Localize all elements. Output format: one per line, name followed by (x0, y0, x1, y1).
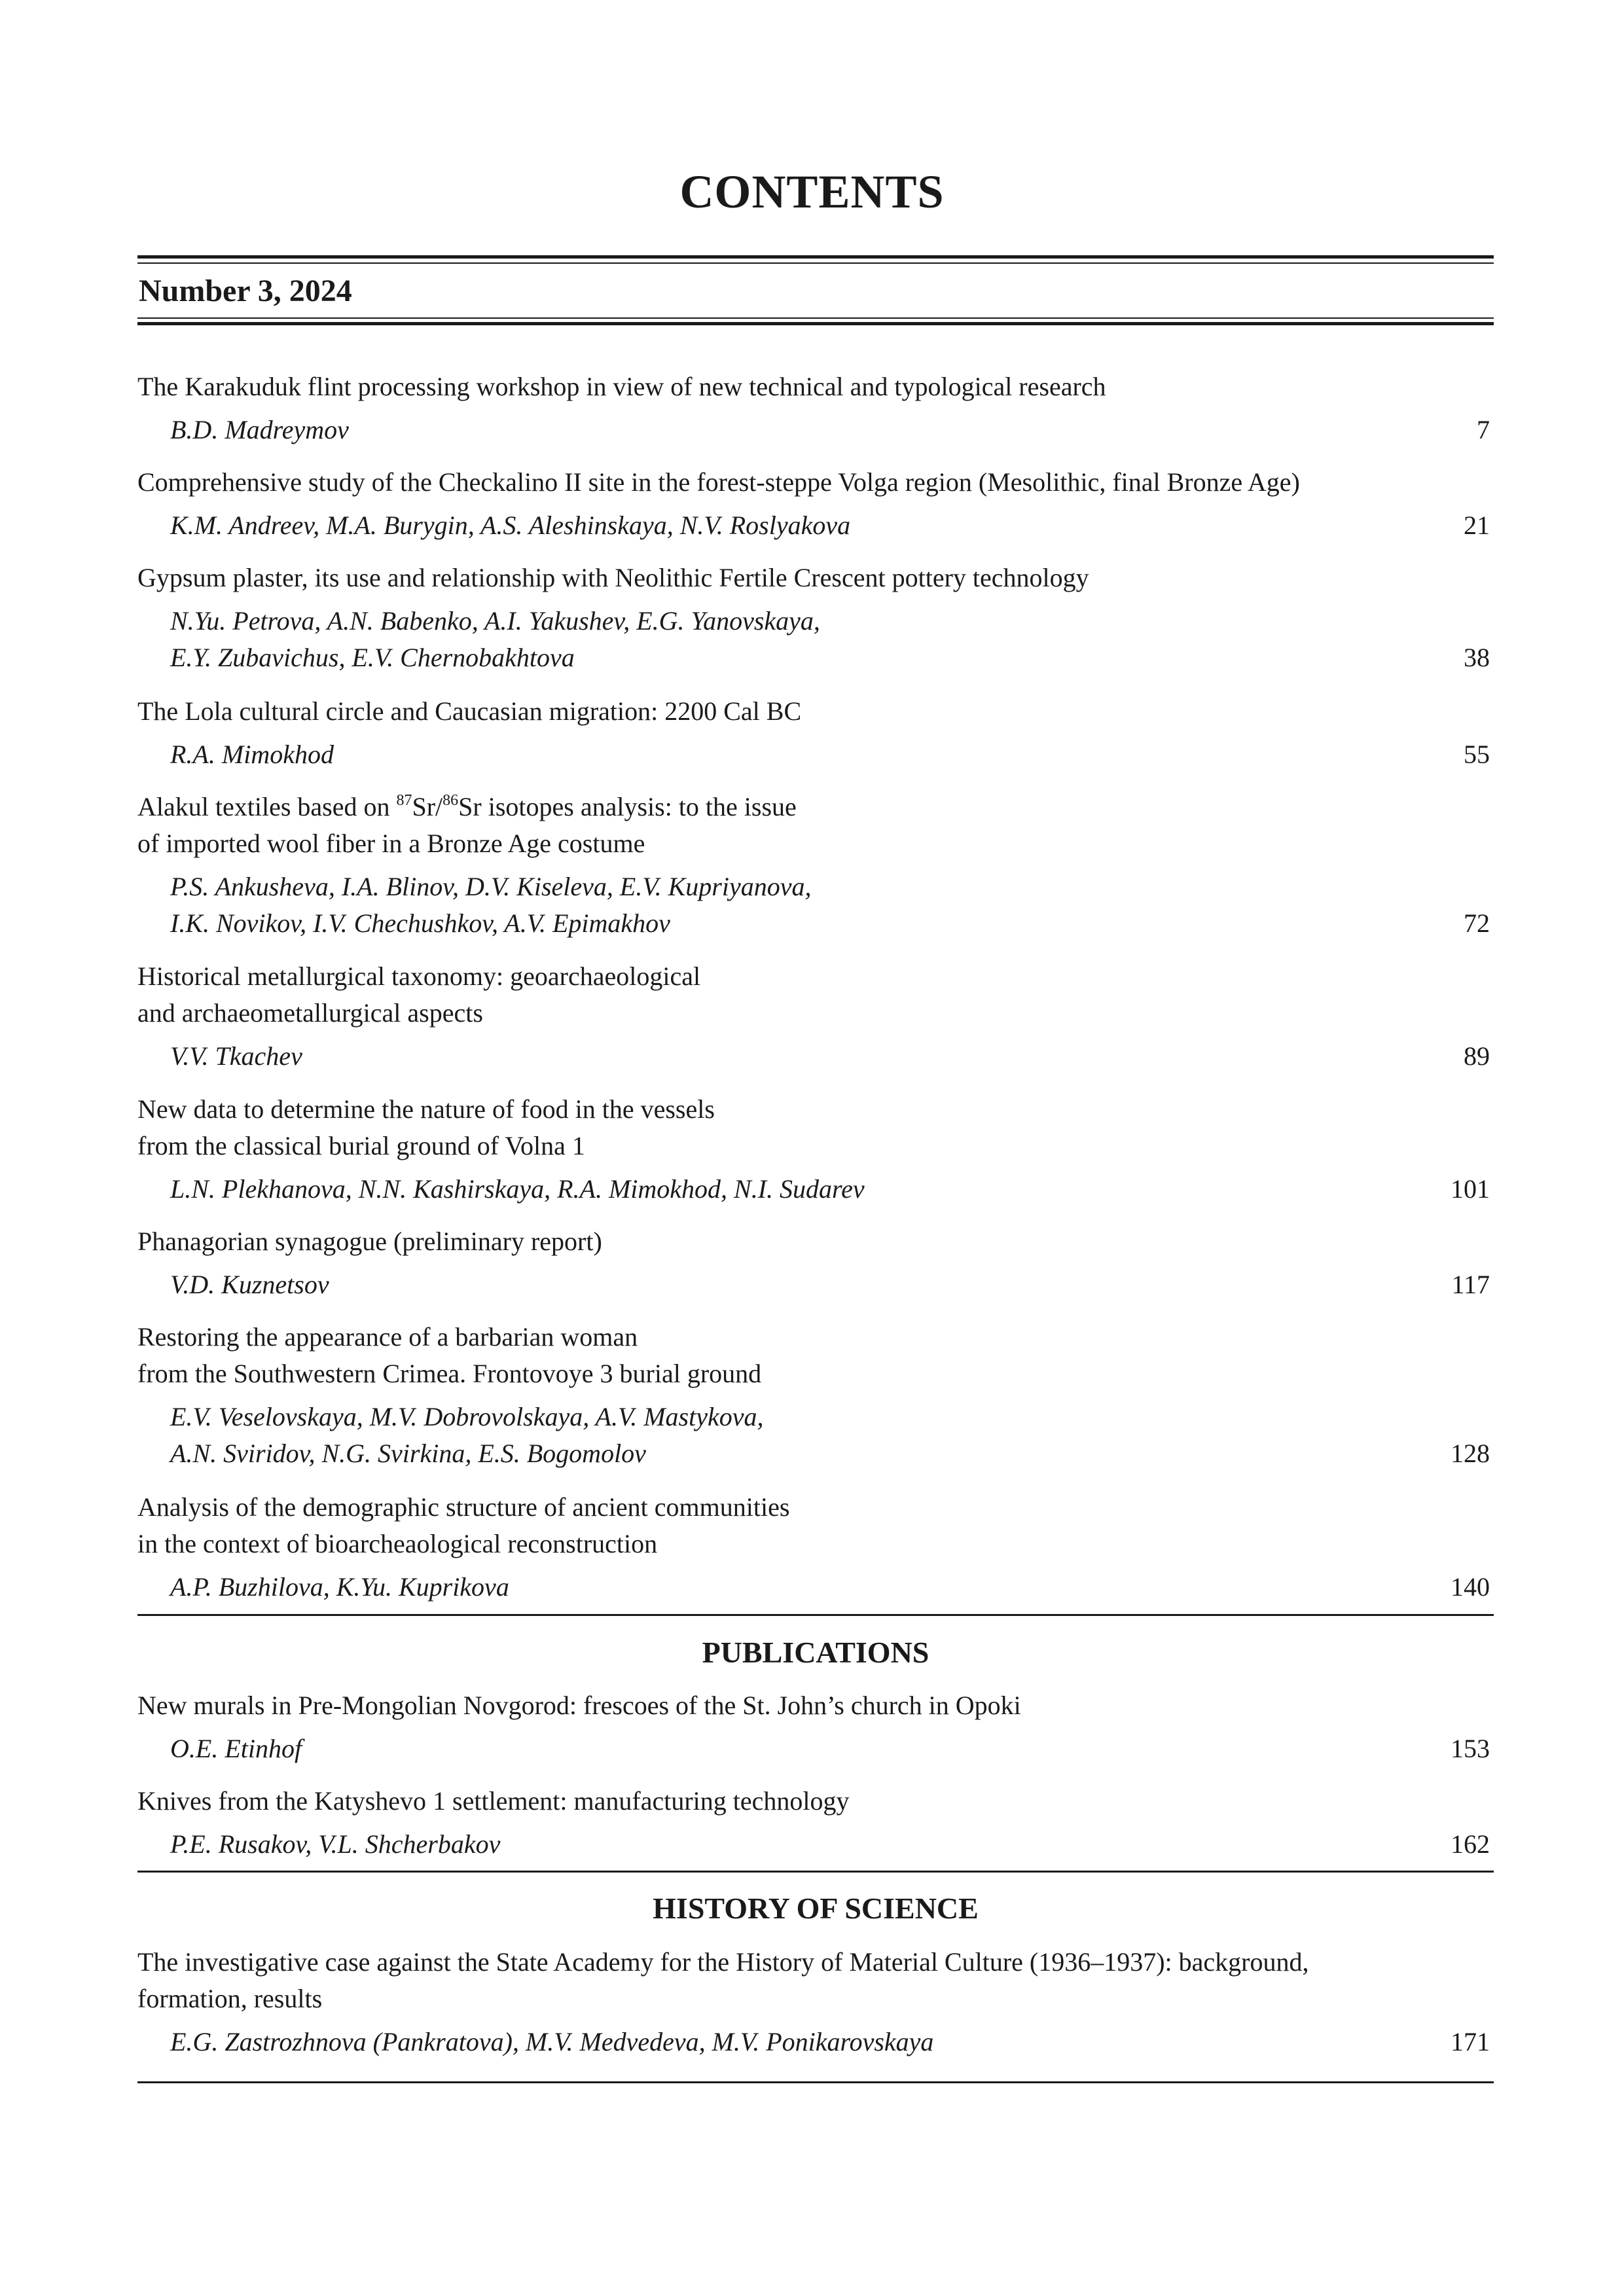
section-divider (137, 2081, 1494, 2083)
page-number: 7 (1477, 415, 1490, 444)
section-divider (137, 1614, 1494, 1616)
header-rule-bottom-thick (137, 322, 1494, 325)
header-rule-bottom-thin (137, 317, 1494, 319)
article-authors: N.Yu. Petrova, A.N. Babenko, A.I. Yakushev, E.G. Yanovskaya, E.Y. Zubavichus, E.V. Chernobakhtova (170, 606, 820, 672)
article-authors: E.G. Zastrozhnova (Pankratova), M.V. Medvedeva, M.V. Ponikarovskaya (170, 2027, 934, 2056)
article-authors: A.P. Buzhilova, K.Yu. Kuprikova (170, 1572, 509, 1602)
article-title[interactable]: Analysis of the demographic structure of ancient communities in the context of bioarcheaological reconstruction (137, 1492, 790, 1558)
section-heading-publications: PUBLICATIONS (702, 1636, 929, 1669)
article-title[interactable]: Restoring the appearance of a barbarian woman from the Southwestern Crimea. Frontovoye 3 burial ground (137, 1322, 762, 1388)
article-authors: O.E. Etinhof (170, 1734, 302, 1763)
article-title[interactable]: New data to determine the nature of food in the vessels from the classical burial ground of Volna 1 (137, 1094, 715, 1160)
page-number: 140 (1451, 1572, 1490, 1602)
header-rule-top-thin (137, 262, 1494, 264)
article-authors: P.E. Rusakov, V.L. Shcherbakov (170, 1829, 501, 1859)
toc-entry (137, 1687, 1494, 1767)
toc-entry (137, 1223, 1494, 1303)
article-title[interactable]: The investigative case against the State Academy for the History of Material Culture (1936–1937): background, formation, results (137, 1947, 1309, 2013)
page-title: CONTENTS (679, 166, 945, 218)
article-title[interactable]: Alakul textiles based on $^{87}$Sr/$^{86}$Sr isotopes analysis: to the issue of imported wool fiber in a Bronze Age costume (137, 789, 1494, 862)
page-number: 89 (1464, 1041, 1490, 1071)
article-authors: E.V. Veselovskaya, M.V. Dobrovolskaya, A.V. Mastykova, A.N. Sviridov, N.G. Svirkina, E.S. Bogomolov (170, 1402, 764, 1468)
isotope-superscript: 87 (396, 792, 412, 809)
toc-entry (137, 789, 1494, 942)
article-authors: V.V. Tkachev (170, 1041, 302, 1071)
toc-entry (137, 1091, 1494, 1208)
title-line-with-isotopes: Alakul textiles based on $^{87}$Sr/$^{86}$Sr isotopes analysis: to the issue (137, 792, 797, 821)
isotope-superscript: 86 (442, 792, 459, 809)
article-title[interactable]: The Lola cultural circle and Caucasian migration: 2200 Cal BC (137, 696, 802, 726)
issue-number: Number 3, 2024 (139, 274, 352, 308)
article-authors: L.N. Plekhanova, N.N. Kashirskaya, R.A. Mimokhod, N.I. Sudarev (170, 1174, 865, 1204)
page-number: 55 (1464, 740, 1490, 769)
page-number: 128 (1451, 1439, 1490, 1468)
toc-entry (137, 1489, 1494, 1605)
article-title[interactable]: Comprehensive study of the Checkalino II site in the forest-steppe Volga region (Mesolithic, final Bronze Age) (137, 467, 1300, 497)
article-title[interactable]: Knives from the Katyshevo 1 settlement: manufacturing technology (137, 1786, 850, 1816)
toc-entry (137, 693, 1494, 773)
section-divider (137, 1871, 1494, 1873)
page-number: 162 (1451, 1829, 1490, 1859)
article-authors: V.D. Kuznetsov (170, 1270, 329, 1299)
toc-entry (137, 560, 1494, 676)
article-title[interactable]: The Karakuduk flint processing workshop in view of new technical and typological research (137, 372, 1106, 401)
page-number: 101 (1451, 1174, 1490, 1204)
toc-entry (137, 464, 1494, 544)
page-number: 153 (1451, 1734, 1490, 1763)
article-authors: R.A. Mimokhod (170, 740, 334, 769)
article-title[interactable]: Historical metallurgical taxonomy: geoarchaeological and archaeometallurgical aspects (137, 961, 701, 1028)
toc-entry (137, 1319, 1494, 1472)
article-authors: P.S. Ankusheva, I.A. Blinov, D.V. Kiseleva, E.V. Kupriyanova, I.K. Novikov, I.V. Chechushkov, A.V. Epimakhov (170, 872, 812, 938)
page-number: 117 (1451, 1270, 1490, 1299)
toc-entry (137, 368, 1494, 448)
article-title[interactable]: Phanagorian synagogue (preliminary report) (137, 1227, 602, 1256)
article-authors: B.D. Madreymov (170, 415, 349, 444)
header-rule-top-thick (137, 255, 1494, 259)
page-number: 21 (1464, 511, 1490, 540)
page-number: 72 (1464, 908, 1490, 938)
section-heading-history-of-science: HISTORY OF SCIENCE (653, 1892, 979, 1925)
page-number: 38 (1464, 643, 1490, 672)
toc-entry (137, 1783, 1494, 1863)
article-authors: K.M. Andreev, M.A. Burygin, A.S. Aleshinskaya, N.V. Roslyakova (170, 511, 851, 540)
page-number: 171 (1451, 2027, 1490, 2056)
article-title[interactable]: New murals in Pre-Mongolian Novgorod: frescoes of the St. John’s church in Opoki (137, 1691, 1021, 1720)
article-title[interactable]: Gypsum plaster, its use and relationship with Neolithic Fertile Crescent pottery technology (137, 563, 1089, 592)
toc-entry (137, 1944, 1494, 2060)
toc-entry (137, 958, 1494, 1075)
